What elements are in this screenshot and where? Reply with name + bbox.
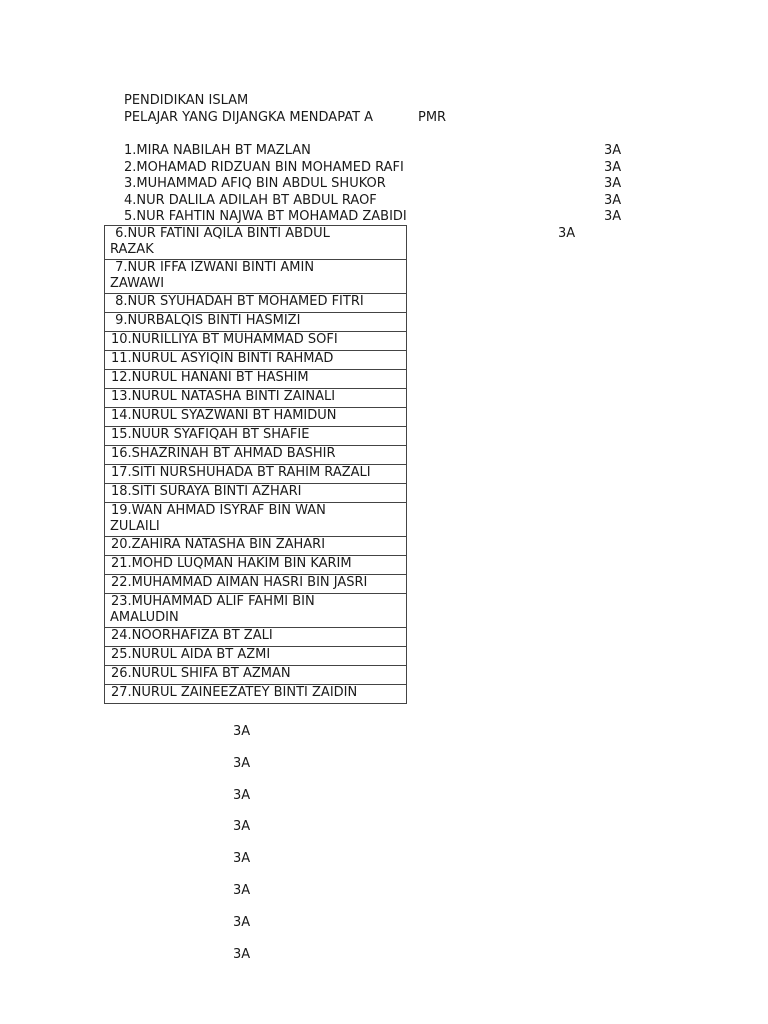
- student-grade: 3A: [604, 143, 622, 158]
- student-name: 3.MUHAMMAD AFIQ BIN ABDUL SHUKOR: [124, 176, 386, 191]
- grade-column: [233, 724, 250, 978]
- exam-label: PMR: [418, 110, 447, 125]
- student-name-cell: [105, 465, 407, 484]
- table-row: [105, 537, 407, 556]
- student-name-cell: [105, 575, 407, 594]
- student-name-cell: [105, 294, 407, 313]
- list-item: [124, 209, 644, 226]
- student-name: 10.NURILLIYA BT MUHAMMAD SOFI: [111, 332, 338, 347]
- table-row: [105, 628, 407, 647]
- table-row: [105, 427, 407, 446]
- student-name: 24.NOORHAFIZA BT ZALI: [111, 628, 273, 643]
- student-name-continued: ZAWAWI: [110, 276, 165, 291]
- table-row: [105, 446, 407, 465]
- student-name: 4.NUR DALILA ADILAH BT ABDUL RAOF: [124, 192, 377, 208]
- student-name: 26.NURUL SHIFA BT AZMAN: [111, 666, 291, 681]
- grade-cell: 3A: [233, 851, 251, 867]
- table-row: [105, 484, 407, 503]
- list-item: [124, 143, 644, 160]
- table-row: [105, 556, 407, 575]
- student-name: 13.NURUL NATASHA BINTI ZAINALI: [111, 389, 336, 404]
- student-name-cell: [105, 666, 407, 685]
- student-name: 15.NUUR SYAFIQAH BT SHAFIE: [111, 427, 310, 442]
- student-grade: 3A: [604, 159, 622, 175]
- student-name: 1.MIRA NABILAH BT MAZLAN: [124, 143, 311, 158]
- student-name-cell: [105, 647, 407, 666]
- list-item: [124, 176, 644, 193]
- list-item: [124, 193, 644, 210]
- student-name-cell: [105, 313, 407, 332]
- student-name: 16.SHAZRINAH BT AHMAD BASHIR: [111, 446, 336, 461]
- student-name: 12.NURUL HANANI BT HASHIM: [111, 370, 309, 385]
- student-name: 7.NUR IFFA IZWANI BINTI AMIN: [111, 260, 315, 275]
- student-name: 22.MUHAMMAD AIMAN HASRI BIN JASRI: [111, 575, 368, 590]
- table-row: [105, 575, 407, 594]
- table-row: [105, 226, 407, 260]
- student-grade: 3A: [604, 192, 622, 208]
- student-name-cell: [105, 408, 407, 427]
- table-row: [105, 647, 407, 666]
- student-name-cell: [105, 484, 407, 503]
- table-row: [105, 370, 407, 389]
- grade-cell: 3A: [233, 946, 251, 962]
- student-name: 14.NURUL SYAZWANI BT HAMIDUN: [111, 408, 337, 423]
- student-name: 20.ZAHIRA NATASHA BIN ZAHARI: [111, 537, 326, 552]
- student-name-cell: [105, 556, 407, 575]
- grade-cell: 3A: [233, 882, 251, 898]
- student-name-continued: ZULAILI: [110, 519, 160, 534]
- grade-cell: 3A: [233, 914, 251, 930]
- student-name: 17.SITI NURSHUHADA BT RAHIM RAZALI: [111, 465, 371, 480]
- table-row: [105, 313, 407, 332]
- student-name: 6.NUR FATINI AQILA BINTI ABDUL: [111, 226, 330, 241]
- student-name: 27.NURUL ZAINEEZATEY BINTI ZAIDIN: [111, 685, 358, 700]
- table-row: [105, 503, 407, 537]
- student-name: 19.WAN AHMAD ISYRAF BIN WAN: [111, 503, 326, 518]
- table-row: [105, 685, 407, 704]
- student-name-cell: [105, 685, 407, 704]
- table-row: [105, 351, 407, 370]
- student-grade-row6: 3A: [558, 226, 576, 241]
- student-name-continued: RAZAK: [110, 242, 154, 257]
- table-row: [105, 666, 407, 685]
- student-name-cell: [105, 503, 407, 537]
- student-name-cell: [105, 427, 407, 446]
- student-name: 5.NUR FAHTIN NAJWA BT MOHAMAD ZABIDI: [124, 209, 407, 224]
- student-name-cell: [105, 446, 407, 465]
- student-grade: 3A: [604, 176, 622, 191]
- student-table: [104, 225, 407, 704]
- student-name: 8.NUR SYUHADAH BT MOHAMED FITRI: [111, 294, 364, 309]
- table-row: [105, 408, 407, 427]
- table-row: [105, 294, 407, 313]
- student-name-cell: [105, 351, 407, 370]
- document-subtitle: [124, 110, 447, 126]
- student-name-cell: [105, 332, 407, 351]
- grade-cell: 3A: [233, 819, 251, 835]
- student-name: 23.MUHAMMAD ALIF FAHMI BIN: [111, 594, 315, 609]
- subtitle-text: PELAJAR YANG DIJANGKA MENDAPAT A: [124, 110, 374, 125]
- table-row: [105, 465, 407, 484]
- table-row: [105, 594, 407, 628]
- grade-cell: 3A: [233, 787, 251, 803]
- student-name: 25.NURUL AIDA BT AZMI: [111, 647, 271, 662]
- table-row: [105, 332, 407, 351]
- list-item: [124, 160, 644, 177]
- student-name-cell: [105, 537, 407, 556]
- grade-cell: 3A: [233, 755, 251, 771]
- student-name-cell: [105, 594, 407, 628]
- student-name-cell: [105, 389, 407, 408]
- table-row: [105, 260, 407, 294]
- document-title: PENDIDIKAN ISLAM: [124, 93, 249, 108]
- student-name-cell: [105, 260, 407, 294]
- student-name: 2.MOHAMAD RIDZUAN BIN MOHAMED RAFI: [124, 159, 404, 175]
- student-name: 18.SITI SURAYA BINTI AZHARI: [111, 484, 302, 499]
- top-student-list: [124, 143, 644, 226]
- student-name-cell: [105, 226, 407, 260]
- grade-cell: 3A: [233, 724, 251, 739]
- student-grade: 3A: [604, 209, 622, 224]
- student-name: 21.MOHD LUQMAN HAKIM BIN KARIM: [111, 556, 352, 571]
- student-name-cell: [105, 628, 407, 647]
- student-name-continued: AMALUDIN: [110, 610, 179, 625]
- table-row: [105, 389, 407, 408]
- student-name: 11.NURUL ASYIQIN BINTI RAHMAD: [111, 351, 334, 366]
- student-name: 9.NURBALQIS BINTI HASMIZI: [111, 313, 301, 328]
- student-name-cell: [105, 370, 407, 389]
